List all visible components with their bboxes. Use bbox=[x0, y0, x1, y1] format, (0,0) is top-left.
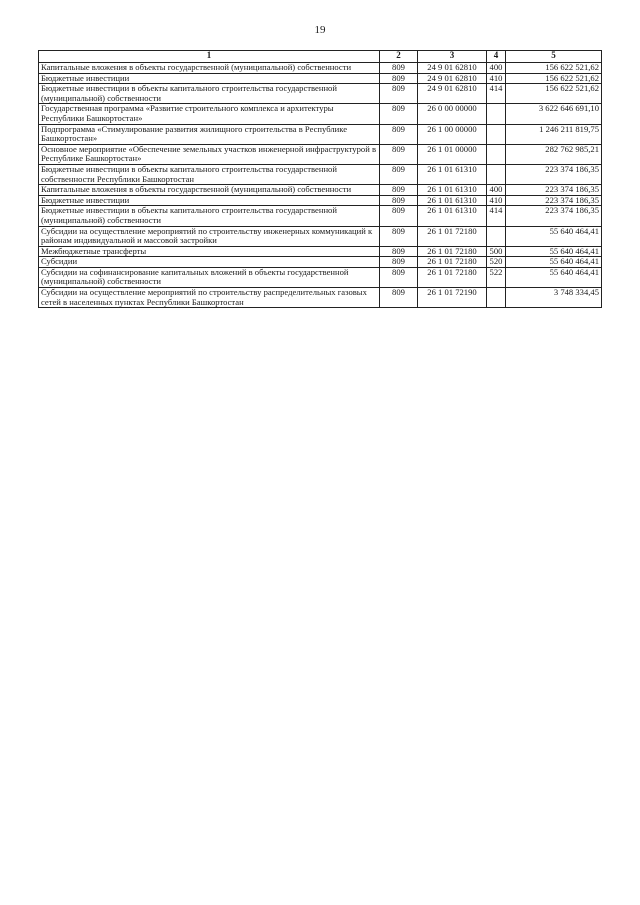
row-ministry-code: 809 bbox=[380, 73, 418, 84]
row-name: Межбюджетные трансферты bbox=[39, 246, 380, 257]
row-target-code: 26 1 01 61310 bbox=[418, 195, 487, 206]
row-ministry-code: 809 bbox=[380, 84, 418, 104]
table-row bbox=[39, 206, 602, 226]
row-type-code: 400 bbox=[487, 185, 506, 196]
row-name: Бюджетные инвестиции bbox=[39, 73, 380, 84]
row-amount: 55 640 464,41 bbox=[506, 267, 602, 287]
row-type-code: 522 bbox=[487, 267, 506, 287]
row-name: Субсидии на осуществление мероприятий по строительству распределительных газовых сетей в населенных пунктах Республики Башкортостан bbox=[39, 288, 380, 308]
row-amount: 55 640 464,41 bbox=[506, 246, 602, 257]
row-ministry-code: 809 bbox=[380, 257, 418, 268]
row-type-code: 500 bbox=[487, 246, 506, 257]
row-name: Бюджетные инвестиции в объекты капитального строительства государственной (муниципальной) собственности bbox=[39, 206, 380, 226]
table-row bbox=[39, 84, 602, 104]
budget-table bbox=[38, 50, 602, 308]
row-type-code: 400 bbox=[487, 63, 506, 74]
table-row bbox=[39, 104, 602, 124]
row-type-code bbox=[487, 124, 506, 144]
row-amount: 223 374 186,35 bbox=[506, 164, 602, 184]
row-type-code bbox=[487, 226, 506, 246]
table-body bbox=[39, 63, 602, 308]
table-row bbox=[39, 144, 602, 164]
row-amount: 282 762 985,21 bbox=[506, 144, 602, 164]
row-target-code: 26 1 01 72180 bbox=[418, 267, 487, 287]
row-target-code: 26 1 01 61310 bbox=[418, 206, 487, 226]
table-row bbox=[39, 73, 602, 84]
row-ministry-code: 809 bbox=[380, 267, 418, 287]
row-type-code bbox=[487, 288, 506, 308]
header-col-1: 1 bbox=[39, 51, 380, 63]
page-number: 19 bbox=[314, 24, 326, 36]
table-row bbox=[39, 63, 602, 74]
row-type-code bbox=[487, 164, 506, 184]
table-row bbox=[39, 257, 602, 268]
header-col-5: 5 bbox=[506, 51, 602, 63]
row-type-code: 410 bbox=[487, 195, 506, 206]
row-ministry-code: 809 bbox=[380, 164, 418, 184]
row-amount: 3 748 334,45 bbox=[506, 288, 602, 308]
row-type-code: 414 bbox=[487, 206, 506, 226]
row-amount: 55 640 464,41 bbox=[506, 257, 602, 268]
row-name: Государственная программа «Развитие строительного комплекса и архитектуры Республики Башкортостан» bbox=[39, 104, 380, 124]
row-name: Субсидии на софинансирование капитальных вложений в объекты государственной (муниципальной) собственности bbox=[39, 267, 380, 287]
row-ministry-code: 809 bbox=[380, 63, 418, 74]
row-target-code: 26 1 01 61310 bbox=[418, 185, 487, 196]
row-amount: 156 622 521,62 bbox=[506, 84, 602, 104]
row-amount: 223 374 186,35 bbox=[506, 185, 602, 196]
row-ministry-code: 809 bbox=[380, 124, 418, 144]
row-ministry-code: 809 bbox=[380, 246, 418, 257]
row-amount: 223 374 186,35 bbox=[506, 206, 602, 226]
row-ministry-code: 809 bbox=[380, 288, 418, 308]
row-ministry-code: 809 bbox=[380, 195, 418, 206]
row-name: Капитальные вложения в объекты государственной (муниципальной) собственности bbox=[39, 185, 380, 196]
header-col-2: 2 bbox=[380, 51, 418, 63]
row-target-code: 24 9 01 62810 bbox=[418, 73, 487, 84]
row-target-code: 26 1 01 72180 bbox=[418, 246, 487, 257]
row-name: Субсидии на осуществление мероприятий по строительству инженерных коммуникаций к районам индивидуальной и массовой застройки bbox=[39, 226, 380, 246]
row-ministry-code: 809 bbox=[380, 206, 418, 226]
table-header-row bbox=[39, 51, 602, 63]
table-row bbox=[39, 267, 602, 287]
row-type-code: 520 bbox=[487, 257, 506, 268]
row-name: Субсидии bbox=[39, 257, 380, 268]
table-row bbox=[39, 195, 602, 206]
table-row bbox=[39, 246, 602, 257]
table-row bbox=[39, 124, 602, 144]
row-name: Бюджетные инвестиции в объекты капитального строительства государственной (муниципальной) собственности bbox=[39, 84, 380, 104]
row-amount: 156 622 521,62 bbox=[506, 63, 602, 74]
row-name: Основное мероприятие «Обеспечение земельных участков инженерной инфраструктурой в Республике Башкортостан» bbox=[39, 144, 380, 164]
row-target-code: 26 1 01 00000 bbox=[418, 144, 487, 164]
header-col-4: 4 bbox=[487, 51, 506, 63]
table-row bbox=[39, 164, 602, 184]
row-target-code: 26 1 01 72190 bbox=[418, 288, 487, 308]
row-target-code: 26 1 00 00000 bbox=[418, 124, 487, 144]
row-name: Подпрограмма «Стимулирование развития жилищного строительства в Республике Башкортостан» bbox=[39, 124, 380, 144]
row-name: Бюджетные инвестиции в объекты капитального строительства государственной собственности Республики Башкортостан bbox=[39, 164, 380, 184]
row-target-code: 26 0 00 00000 bbox=[418, 104, 487, 124]
row-amount: 3 622 646 691,10 bbox=[506, 104, 602, 124]
row-target-code: 26 1 01 72180 bbox=[418, 257, 487, 268]
row-ministry-code: 809 bbox=[380, 185, 418, 196]
row-target-code: 26 1 01 61310 bbox=[418, 164, 487, 184]
row-name: Бюджетные инвестиции bbox=[39, 195, 380, 206]
row-type-code: 414 bbox=[487, 84, 506, 104]
row-type-code bbox=[487, 104, 506, 124]
row-ministry-code: 809 bbox=[380, 226, 418, 246]
row-amount: 156 622 521,62 bbox=[506, 73, 602, 84]
table-row bbox=[39, 226, 602, 246]
row-type-code: 410 bbox=[487, 73, 506, 84]
row-target-code: 24 9 01 62810 bbox=[418, 84, 487, 104]
table-row bbox=[39, 185, 602, 196]
row-type-code bbox=[487, 144, 506, 164]
header-col-3: 3 bbox=[418, 51, 487, 63]
row-name: Капитальные вложения в объекты государственной (муниципальной) собственности bbox=[39, 63, 380, 74]
row-target-code: 24 9 01 62810 bbox=[418, 63, 487, 74]
row-amount: 1 246 211 819,75 bbox=[506, 124, 602, 144]
row-target-code: 26 1 01 72180 bbox=[418, 226, 487, 246]
row-amount: 223 374 186,35 bbox=[506, 195, 602, 206]
row-ministry-code: 809 bbox=[380, 144, 418, 164]
row-ministry-code: 809 bbox=[380, 104, 418, 124]
row-amount: 55 640 464,41 bbox=[506, 226, 602, 246]
table-row bbox=[39, 288, 602, 308]
